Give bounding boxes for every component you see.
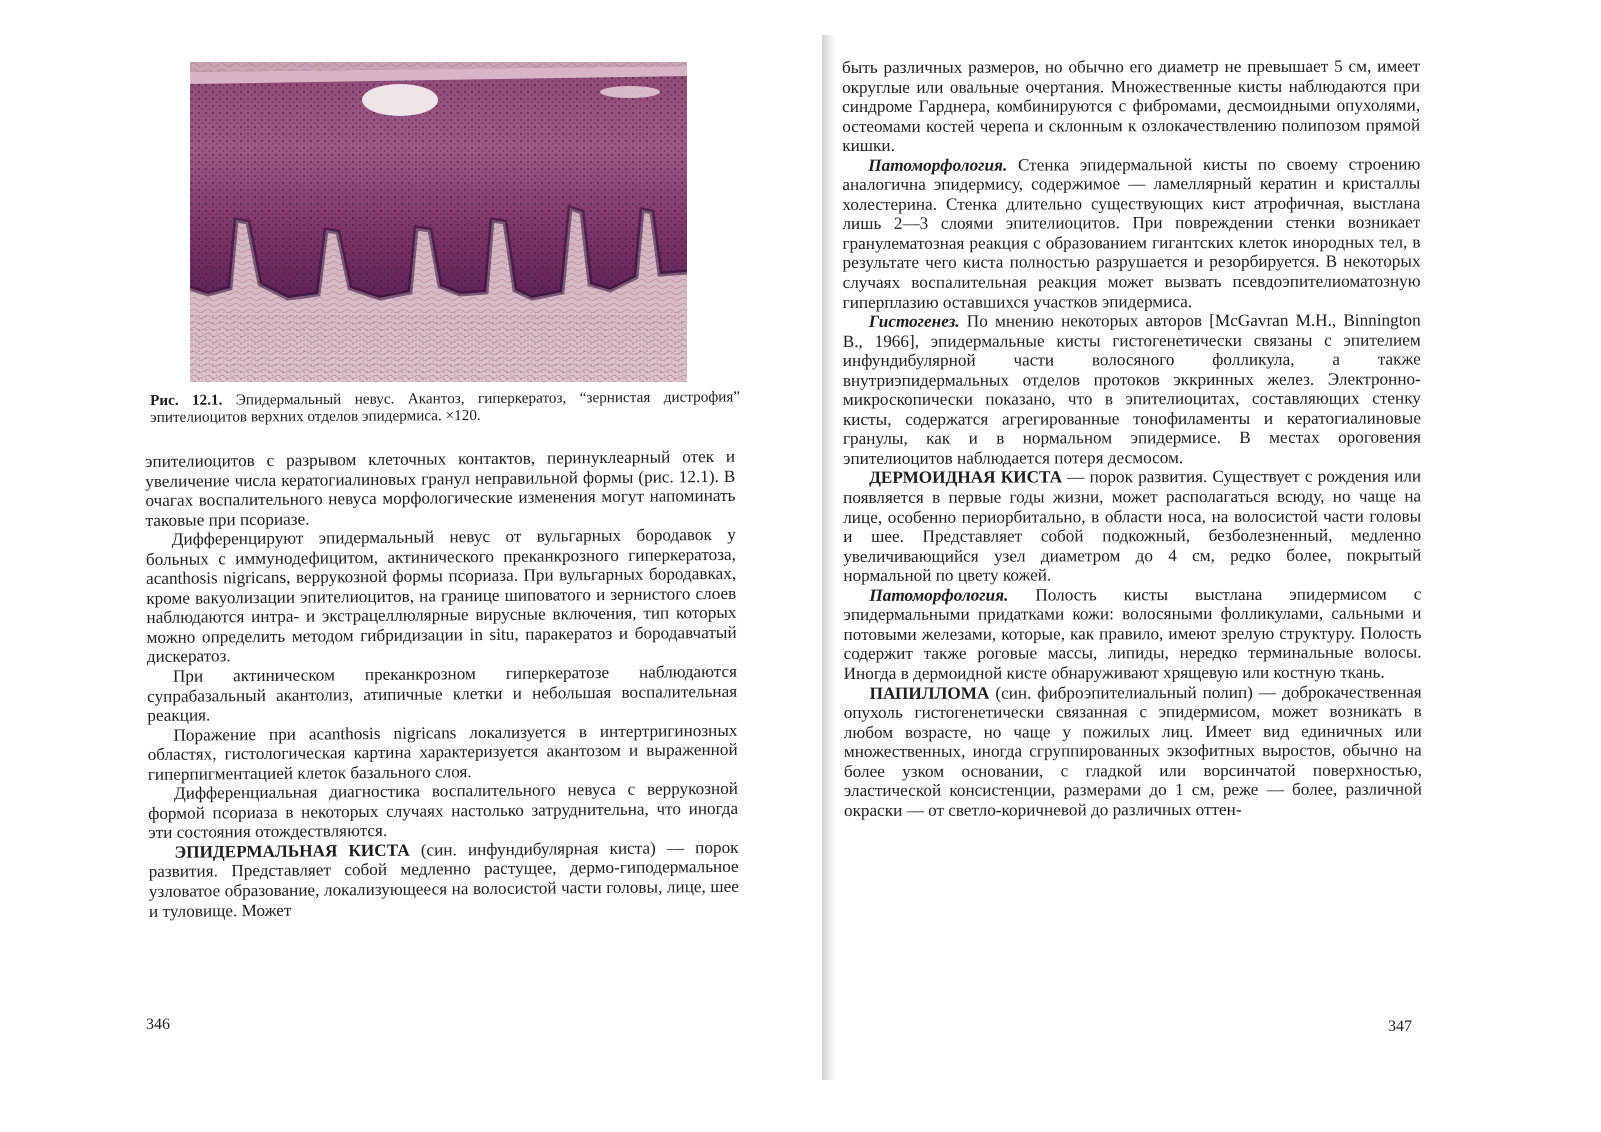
left-page <box>0 0 800 1132</box>
histology-image <box>190 62 687 382</box>
right-paragraph-4 <box>843 467 1421 586</box>
heading-papilloma: ПАПИЛЛОМА <box>869 683 990 703</box>
left-paragraph-2: Дифференцируют эпидермальный невус от вульгарных бородавок у больных с иммунодефицитом, актинического преканкрозного гиперкератоза, acanthosis nigricans, веррукозной формы псориаза. При вульгарных бородавках, кроме вакуолизации эпителиоцитов, на границе шиповатого и зернистого слоев наблюдаются интра- и экстрацеллюлярные вирусные включения, тип которых можно определить методом гибридизации in situ, паракератоз и бородавчатый дискератоз. <box>145 525 737 667</box>
left-paragraph-6-text: (син. инфундибулярная киста) — порок развития. Представляет собой медленно растущее, дермо-гиподермальное узловатое образование, локализующееся на волосистой части головы, лице, шее и туловище. Может <box>148 837 739 921</box>
subheading-histogenesis: Гистогенез. <box>868 311 960 332</box>
page-number-left: 346 <box>146 1016 170 1033</box>
heading-dermoid-cyst: ДЕРМОИДНАЯ КИСТА <box>869 467 1063 488</box>
right-paragraph-6 <box>844 682 1422 820</box>
left-paragraph-1: эпителиоцитов с разрывом клеточных контактов, перинуклеарный отек и увеличение числа кератогиалиновых гранул неправильной формы (рис. 12.1). В очагах воспалительного невуса морфологические изменения могут напоминать таковые при псориазе. <box>145 446 736 530</box>
right-text <box>842 56 1422 820</box>
right-paragraph-4-text: — порок развития. Существует с рождения или появляется в первые годы жизни, может располагаться всюду, но чаще на лице, особенно периорбитально, в области носа, на волосистой части головы и шее. Представляет собой подкожный, безболезненный, медленно увеличивающийся узел диаметром до 4 см, редко более, покрытый нормальной по цвету кожей. <box>843 466 1422 586</box>
right-paragraph-5 <box>843 584 1421 683</box>
figure-label: Рис. 12.1. <box>150 391 223 409</box>
histology-photo <box>190 62 687 382</box>
left-text <box>145 447 739 921</box>
left-paragraph-4: Поражение при acanthosis nigricans локализуется в интертригинозных областях, гистологическая картина характеризуется акантозом и выраженной гиперпигментацией клеток базального слоя. <box>147 720 738 784</box>
figure-caption <box>150 388 740 426</box>
right-paragraph-2-text: Стенка эпидермальной кисты по своему строению аналогична эпидермису, содержимое — ламеллярный кератин и кристаллы холестерина. Стенка длительно существующих кист атрофичная, выстлана лишь 2—3 слоями эпителиоцитов. При повреждении стенки возникает гранулематозная реакция с образованием гигантских клеток инородных тел, в результате чего киста полностью разрушается и резорбируется. В некоторых случаях воспалительная реакция может вызвать псевдоэпителиоматозную гиперплазию оставшихся участков эпидермиса. <box>842 154 1421 312</box>
right-paragraph-3 <box>843 311 1421 469</box>
right-paragraph-5-text: Полость кисты выстлана эпидермисом с эпидермальными придатками кожи: волосяными фолликулами, сальными и потовыми железами, которые, как правило, имеют зрелую структуру. Полость содержит также роговые массы, липиды, нередко терминальные волосы. Иногда в дермоидной кисте обнаруживают хрящевую или костную ткань. <box>843 584 1422 683</box>
heading-epidermal-cyst: ЭПИДЕРМАЛЬНАЯ КИСТА <box>174 840 410 862</box>
right-paragraph-2 <box>842 154 1420 312</box>
right-paragraph-3-text: По мнению некоторых авторов [McGavran M.H., Binnington B., 1966], эпидермальные кисты гистогенетически связаны с эпителием инфундибулярной части волосяного фолликула, а также внутриэпидермальных отделов протоков эккринных желез. Электронно-микроскопически показано, что в эпителиоцитах, составляющих стенку кисты, содержатся агрегированные тонофиламенты и кератогиалиновые гранулы, как и в нормальном эпидермисе. В местах ороговения эпителиоцитов наблюдается потеря десмосом. <box>842 310 1422 468</box>
subheading-pathomorphology-2: Патоморфология. <box>869 585 1009 605</box>
right-paragraph-6-text: (син. фиброэпителиальный полип) — доброкачественная опухоль гистогенетически связанная с эпидермисом, может возникать в любом возрасте, но чаще у пожилых лиц. Имеет вид единичных или множественных, иногда сгруппированных экзофитных выростов, обычно на более узком основании, с гладкой или ворсинчатой поверхностью, эластической консистенции, размерами до 1 см, реже — более, различной окраски — от светло-коричневой до различных оттен- <box>843 681 1422 820</box>
right-paragraph-1: быть различных размеров, но обычно его диаметр не превышает 5 см, имеет округлые или овальные очертания. Множественные кисты наблюдаются при синдроме Гарднера, комбинируются с фибромами, десмоидными опухолями, остеомами костей черепа и склонным к озлокачествлению полипозом прямой кишки. <box>842 56 1421 156</box>
left-paragraph-3: При актиническом преканкрозном гиперкератозе наблюдаются супрабазальный акантолиз, атипичные клетки и небольшая воспалительная реакция. <box>147 661 738 726</box>
left-paragraph-5: Дифференциальная диагностика воспалительного невуса с веррукозной формой псориаза в некоторых случаях настолько затруднительна, что иногда эти состояния отождествляются. <box>148 779 739 843</box>
figure-caption-text: Эпидермальный невус. Акантоз, гиперкератоз, “зернистая дистрофия” эпителиоцитов верхних отделов эпидермиса. ×120. <box>150 388 741 426</box>
subheading-pathomorphology-1: Патоморфология. <box>868 155 1008 175</box>
left-paragraph-6 <box>148 838 739 921</box>
page-number-right: 347 <box>1388 1018 1412 1035</box>
